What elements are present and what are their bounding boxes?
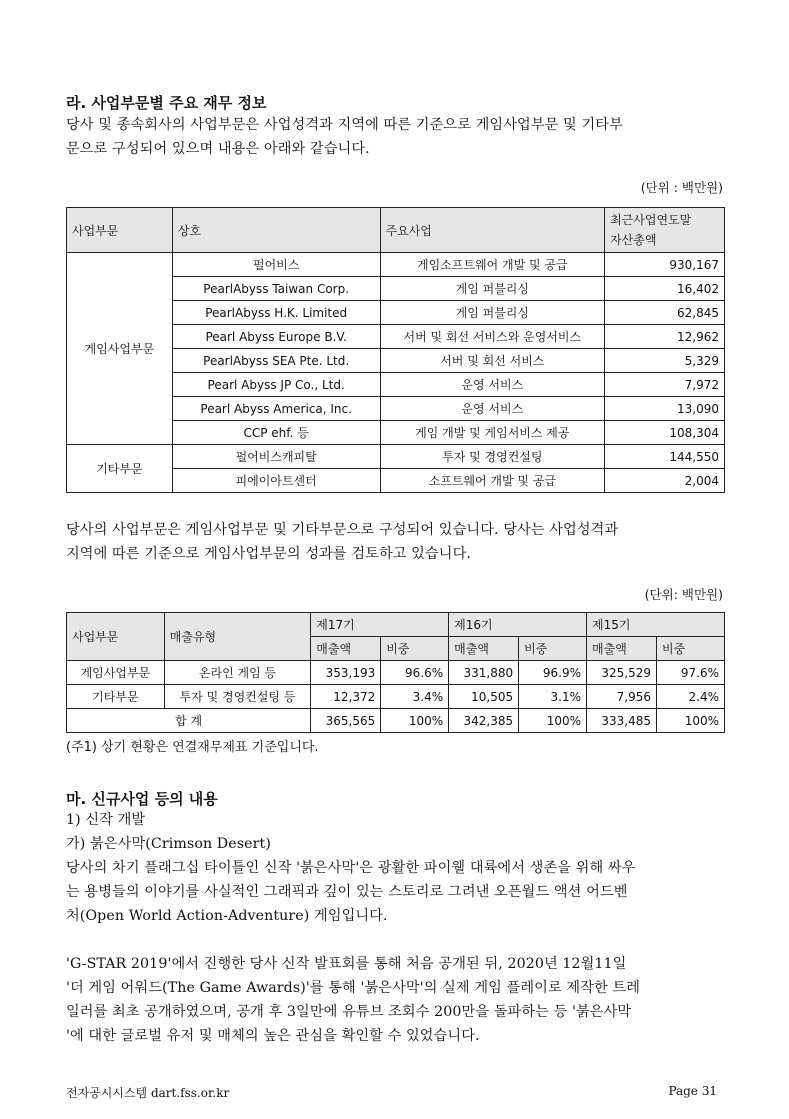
segment-cell: 게임사업부문 — [67, 661, 165, 685]
sales-cell: 331,880 — [449, 661, 519, 685]
header-sales: 매출액 — [449, 637, 519, 661]
table-row — [67, 661, 725, 685]
business-cell: 서버 및 회선 서비스와 운영서비스 — [380, 325, 605, 349]
assets-cell: 12,962 — [605, 325, 725, 349]
table-row — [67, 253, 725, 277]
list-subitem-label: 가) 붉은사막(Crimson Desert) — [66, 836, 271, 852]
table-total-row — [67, 709, 725, 733]
business-cell: 서버 및 회선 서비스 — [380, 349, 605, 373]
business-cell: 게임 개발 및 게임서비스 제공 — [380, 421, 605, 445]
segment-cell: 기타부문 — [67, 685, 165, 709]
segment-assets-table — [66, 207, 725, 493]
section-intro-paragraph — [66, 113, 746, 161]
company-cell: 펄어비스 — [172, 253, 380, 277]
section-title-financial-info: 라. 사업부문별 주요 재무 정보 — [66, 94, 267, 112]
header-company: 상호 — [172, 208, 380, 253]
header-ratio: 비중 — [381, 637, 449, 661]
header-sales-type: 매출유형 — [164, 613, 311, 661]
total-ratio-cell: 100% — [657, 709, 725, 733]
header-sales: 매출액 — [587, 637, 657, 661]
business-cell: 투자 및 경영컨설팅 — [380, 445, 605, 469]
assets-cell: 930,167 — [605, 253, 725, 277]
table-header-row — [67, 613, 725, 637]
ratio-cell: 2.4% — [657, 685, 725, 709]
assets-cell: 144,550 — [605, 445, 725, 469]
sales-cell: 12,372 — [311, 685, 381, 709]
paragraph-line: 당사의 사업부문은 게임사업부문 및 기타부문으로 구성되어 있습니다. 당사는 사업성격과 — [66, 522, 619, 538]
unit-label: (단위 : 백만원) — [640, 180, 723, 195]
ratio-cell: 96.9% — [519, 661, 587, 685]
business-cell: 운영 서비스 — [380, 373, 605, 397]
header-assets: 최근사업연도말 자산총액 — [605, 208, 725, 253]
header-period: 제17기 — [311, 613, 449, 637]
sales-cell: 353,193 — [311, 661, 381, 685]
total-sales-cell: 365,565 — [311, 709, 381, 733]
sales-cell: 7,956 — [587, 685, 657, 709]
assets-cell: 108,304 — [605, 421, 725, 445]
paragraph-line: 일러를 최초 공개하였으며, 공개 후 3일만에 유튜브 조회수 200만을 돌파하는 등 '붉은사막 — [66, 1004, 632, 1020]
assets-cell: 7,972 — [605, 373, 725, 397]
segment-performance-paragraph — [66, 518, 746, 566]
header-ratio: 비중 — [657, 637, 725, 661]
header-ratio: 비중 — [519, 637, 587, 661]
business-cell: 소프트웨어 개발 및 공급 — [380, 469, 605, 493]
table-footnote: (주1) 상기 현황은 연결재무제표 기준입니다. — [66, 740, 319, 755]
total-sales-cell: 333,485 — [587, 709, 657, 733]
total-ratio-cell: 100% — [381, 709, 449, 733]
sales-type-cell: 투자 및 경영컨설팅 등 — [164, 685, 311, 709]
header-period: 제15기 — [587, 613, 725, 637]
company-cell: 펄어비스캐피탈 — [172, 445, 380, 469]
ratio-cell: 3.4% — [381, 685, 449, 709]
total-label: 합 계 — [67, 709, 311, 733]
business-cell: 운영 서비스 — [380, 397, 605, 421]
total-sales-cell: 342,385 — [449, 709, 519, 733]
ratio-cell: 96.6% — [381, 661, 449, 685]
section-title-new-business: 마. 신규사업 등의 내용 — [66, 790, 218, 808]
company-cell: CCP ehf. 등 — [172, 421, 380, 445]
total-ratio-cell: 100% — [519, 709, 587, 733]
table-row — [67, 685, 725, 709]
paragraph-line: 당사의 차기 플래그십 타이틀인 신작 '붉은사막'은 광활한 파이웰 대륙에서 생존을 위해 싸우 — [66, 860, 636, 876]
footer-source: 전자공시시스템 dart.fss.or.kr — [66, 1086, 230, 1100]
assets-cell: 13,090 — [605, 397, 725, 421]
header-segment: 사업부문 — [67, 613, 165, 661]
table-header-row — [67, 208, 725, 253]
header-sales: 매출액 — [311, 637, 381, 661]
paragraph-line: 'G-STAR 2019'에서 진행한 당사 신작 발표회를 통해 처음 공개된 뒤, 2020년 12월11일 — [66, 956, 627, 972]
company-cell: Pearl Abyss America, Inc. — [172, 397, 380, 421]
company-cell: 피에이아트센터 — [172, 469, 380, 493]
header-business: 주요사업 — [380, 208, 605, 253]
new-business-body — [66, 808, 746, 1048]
assets-cell: 5,329 — [605, 349, 725, 373]
business-cell: 게임 퍼블리싱 — [380, 301, 605, 325]
assets-cell: 16,402 — [605, 277, 725, 301]
company-cell: PearlAbyss SEA Pte. Ltd. — [172, 349, 380, 373]
list-item-label: 1) 신작 개발 — [66, 812, 146, 828]
paragraph-line: 는 용병들의 이야기를 사실적인 그래픽과 깊이 있는 스토리로 그려낸 오픈월드 액션 어드벤 — [66, 884, 628, 900]
table-row — [67, 445, 725, 469]
header-segment: 사업부문 — [67, 208, 173, 253]
sales-cell: 325,529 — [587, 661, 657, 685]
assets-cell: 2,004 — [605, 469, 725, 493]
assets-cell: 62,845 — [605, 301, 725, 325]
paragraph-line: '더 게임 어워드(The Game Awards)'를 통해 '붉은사막'의 실제 게임 플레이로 제작한 트레 — [66, 980, 641, 996]
business-cell: 게임 퍼블리싱 — [380, 277, 605, 301]
company-cell: Pearl Abyss JP Co., Ltd. — [172, 373, 380, 397]
page-number: Page 31 — [668, 1084, 717, 1098]
ratio-cell: 97.6% — [657, 661, 725, 685]
header-period: 제16기 — [449, 613, 587, 637]
company-cell: PearlAbyss H.K. Limited — [172, 301, 380, 325]
unit-label: (단위: 백만원) — [644, 587, 723, 602]
paragraph-line: 지역에 따른 기준으로 게임사업부문의 성과를 검토하고 있습니다. — [66, 546, 472, 562]
sales-type-cell: 온라인 게임 등 — [164, 661, 311, 685]
business-cell: 게임소프트웨어 개발 및 공급 — [380, 253, 605, 277]
paragraph-line: 당사 및 종속회사의 사업부문은 사업성격과 지역에 따른 기준으로 게임사업부문 및 기타부 — [66, 117, 623, 133]
company-cell: PearlAbyss Taiwan Corp. — [172, 277, 380, 301]
company-cell: Pearl Abyss Europe B.V. — [172, 325, 380, 349]
sales-cell: 10,505 — [449, 685, 519, 709]
paragraph-line: 처(Open World Action-Adventure) 게임입니다. — [66, 908, 388, 924]
segment-cell: 기타부문 — [67, 445, 173, 493]
paragraph-line: 문으로 구성되어 있으며 내용은 아래와 같습니다. — [66, 141, 370, 157]
paragraph-line: '에 대한 글로벌 유저 및 매체의 높은 관심을 확인할 수 있었습니다. — [66, 1028, 480, 1044]
segment-cell: 게임사업부문 — [67, 253, 173, 445]
ratio-cell: 3.1% — [519, 685, 587, 709]
segment-sales-table — [66, 612, 725, 733]
